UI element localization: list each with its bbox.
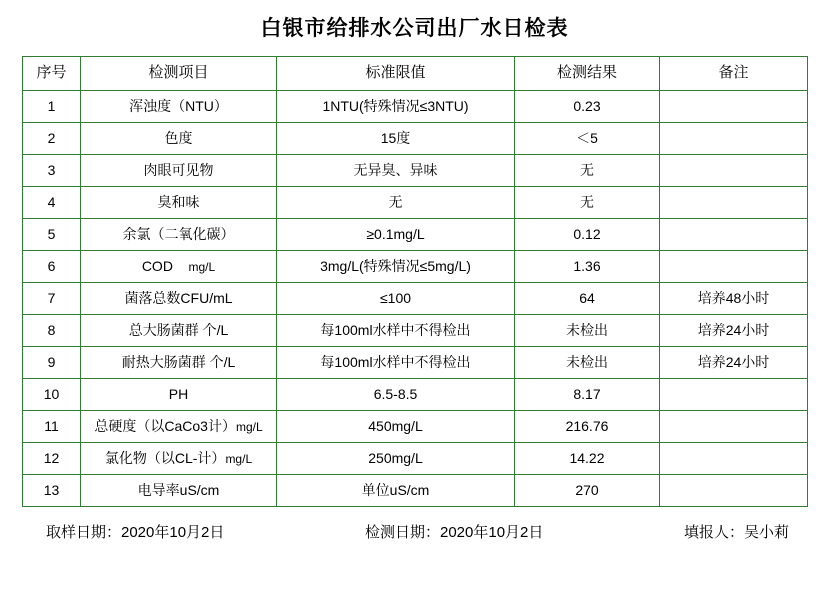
cell-item: [81, 187, 277, 219]
cell-limit: 6.5-8.5: [277, 379, 515, 411]
cell-result: 1.36: [515, 251, 660, 283]
cell-result: 0.12: [515, 219, 660, 251]
cell-note: 培养24小时: [660, 347, 808, 379]
cell-seq: 2: [23, 123, 81, 155]
cell-item: [81, 91, 277, 123]
cell-note: [660, 411, 808, 443]
table-row: [23, 379, 808, 411]
cell-item: [81, 315, 277, 347]
cell-note: [660, 187, 808, 219]
table-row: [23, 251, 808, 283]
cell-item-text: COD: [141, 257, 173, 274]
water-quality-table: [22, 56, 808, 507]
cell-seq: 10: [23, 379, 81, 411]
table-row: [23, 283, 808, 315]
cell-seq: 12: [23, 443, 81, 475]
table-row: [23, 187, 808, 219]
cell-note: 培养24小时: [660, 315, 808, 347]
cell-note: [660, 251, 808, 283]
cell-note: [660, 155, 808, 187]
column-header-limit: 标准限值: [277, 57, 515, 91]
cell-item-text: 浑浊度（NTU）: [129, 97, 228, 114]
table-row: [23, 123, 808, 155]
cell-note: [660, 219, 808, 251]
cell-item-text: 总硬度（以CaCo3计）: [94, 417, 236, 434]
cell-result: 64: [515, 283, 660, 315]
cell-item: [81, 379, 277, 411]
cell-item: [81, 411, 277, 443]
cell-note: 培养48小时: [660, 283, 808, 315]
table-header: [23, 57, 808, 91]
table-container: [0, 56, 829, 507]
cell-result: 未检出: [515, 315, 660, 347]
column-header-item: 检测项目: [81, 57, 277, 91]
cell-limit: 15度: [277, 123, 515, 155]
table-row: [23, 315, 808, 347]
cell-note: [660, 91, 808, 123]
cell-item-unit: mg/L: [188, 259, 216, 274]
cell-result: 216.76: [515, 411, 660, 443]
cell-result: 0.23: [515, 91, 660, 123]
cell-seq: 3: [23, 155, 81, 187]
column-header-seq: 序号: [23, 57, 81, 91]
cell-result: 270: [515, 475, 660, 507]
cell-result: 无: [515, 155, 660, 187]
cell-item: [81, 155, 277, 187]
cell-item: [81, 475, 277, 507]
cell-seq: 9: [23, 347, 81, 379]
cell-seq: 5: [23, 219, 81, 251]
column-header-note: 备注: [660, 57, 808, 91]
cell-item-unit: mg/L: [225, 451, 253, 466]
test-date: 检测日期：2020年10月2日: [364, 524, 544, 541]
cell-item: [81, 283, 277, 315]
table-row: [23, 91, 808, 123]
cell-seq: 11: [23, 411, 81, 443]
cell-result: ＜5: [515, 123, 660, 155]
cell-limit: 3mg/L(特殊情况≤5mg/L): [277, 251, 515, 283]
cell-note: [660, 379, 808, 411]
cell-result: 14.22: [515, 443, 660, 475]
cell-item-text: 氯化物（以CL-计）: [104, 449, 226, 466]
cell-seq: 7: [23, 283, 81, 315]
cell-note: [660, 123, 808, 155]
table-row: [23, 155, 808, 187]
table-row: [23, 443, 808, 475]
cell-limit: 每100ml水样中不得检出: [277, 347, 515, 379]
header-row: [23, 57, 808, 91]
cell-limit: 单位uS/cm: [277, 475, 515, 507]
cell-seq: 8: [23, 315, 81, 347]
cell-item: [81, 219, 277, 251]
cell-item-text: 耐热大肠菌群 个/L: [121, 353, 236, 370]
cell-limit: 每100ml水样中不得检出: [277, 315, 515, 347]
cell-item-text: 肉眼可见物: [143, 161, 214, 178]
cell-item-unit: mg/L: [235, 419, 263, 434]
cell-limit: 250mg/L: [277, 443, 515, 475]
cell-item: [81, 347, 277, 379]
cell-note: [660, 443, 808, 475]
cell-limit: 450mg/L: [277, 411, 515, 443]
cell-result: 无: [515, 187, 660, 219]
page-title: 白银市给排水公司出厂水日检表: [260, 17, 569, 40]
cell-item-text: 电导率uS/cm: [137, 481, 220, 498]
cell-limit: ≥0.1mg/L: [277, 219, 515, 251]
report-footer: [0, 521, 829, 542]
cell-item-text: 菌落总数CFU/mL: [124, 289, 233, 306]
cell-result: 8.17: [515, 379, 660, 411]
table-row: [23, 219, 808, 251]
cell-limit: ≤100: [277, 283, 515, 315]
sampling-date: 取样日期：2020年10月2日: [46, 524, 225, 541]
cell-limit: 1NTU(特殊情况≤3NTU): [277, 91, 515, 123]
cell-seq: 6: [23, 251, 81, 283]
cell-item-text: 色度: [164, 129, 193, 146]
cell-seq: 4: [23, 187, 81, 219]
table-row: [23, 475, 808, 507]
cell-item-text: 总大肠菌群 个/L: [128, 321, 229, 338]
cell-result: 未检出: [515, 347, 660, 379]
cell-item-text: 余氯（二氧化碳）: [122, 225, 235, 242]
cell-seq: 13: [23, 475, 81, 507]
column-header-result: 检测结果: [515, 57, 660, 91]
cell-note: [660, 475, 808, 507]
table-body: [23, 91, 808, 507]
cell-item-text: PH: [168, 385, 189, 402]
cell-item: [81, 251, 277, 283]
cell-limit: 无异臭、异味: [277, 155, 515, 187]
table-row: [23, 411, 808, 443]
cell-limit: 无: [277, 187, 515, 219]
cell-seq: 1: [23, 91, 81, 123]
table-row: [23, 347, 808, 379]
report-page: [0, 12, 829, 599]
cell-item-text: 臭和味: [157, 193, 200, 210]
cell-item: [81, 123, 277, 155]
reporter-name: 填报人：吴小莉: [683, 524, 789, 541]
cell-item: [81, 443, 277, 475]
